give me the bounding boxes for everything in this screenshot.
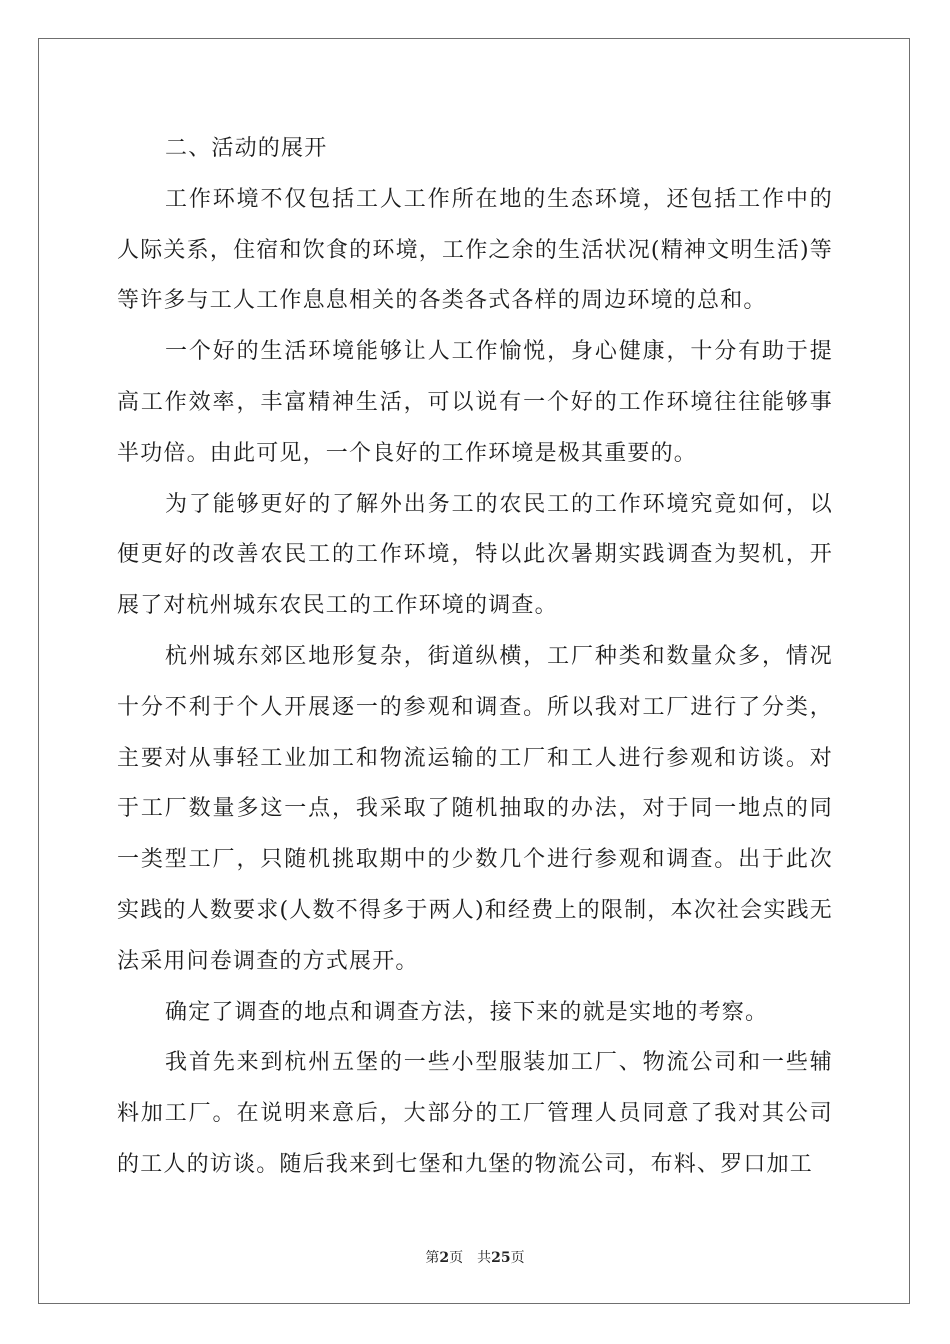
total-prefix: 共: [477, 1250, 492, 1266]
paragraph-3: 为了能够更好的了解外出务工的农民工的工作环境究竟如何，以便更好的改善农民工的工作环境，特以此次暑期实践调查为契机，开展了对杭州城东农民工的工作环境的调查。: [117, 491, 833, 619]
section-heading: 二、活动的展开: [165, 136, 328, 161]
page-prefix: 第: [425, 1250, 440, 1266]
document-body: [117, 124, 833, 1191]
paragraph-6: 我首先来到杭州五堡的一些小型服装加工厂、物流公司和一些辅料加工厂。在说明来意后，大部分的工厂管理人员同意了我对其公司的工人的访谈。随后我来到七堡和九堡的物流公司，布料、罗口加工: [117, 1050, 833, 1177]
page-total: 25: [491, 1250, 511, 1266]
paragraph-2: 一个好的生活环境能够让人工作愉悦，身心健康，十分有助于提高工作效率，丰富精神生活，可以说有一个好的工作环境往往能够事半功倍。由此可见，一个良好的工作环境是极其重要的。: [117, 339, 833, 466]
page-suffix: 页: [449, 1250, 464, 1266]
page-footer: [0, 1247, 950, 1267]
paragraph-1: 工作环境不仅包括工人工作所在地的生态环境，还包括工作中的人际关系，住宿和饮食的环境，工作之余的生活状况(精神文明生活)等等许多与工人工作息息相关的各类各式各样的周边环境的总和。: [117, 186, 833, 314]
page-current: 2: [439, 1250, 450, 1266]
paragraph-5: 确定了调查的地点和调查方法，接下来的就是实地的考察。: [165, 999, 769, 1025]
total-suffix: 页: [510, 1250, 525, 1266]
paragraph-4: 杭州城东郊区地形复杂，街道纵横，工厂种类和数量众多，情况十分不利于个人开展逐一的参观和调查。所以我对工厂进行了分类，主要对从事轻工业加工和物流运输的工厂和工人进行参观和访谈。对于工厂数量多这一点，我采取了随机抽取的办法，对于同一地点的同一类型工厂，只随机挑取期中的少数几个进行参观和调查。出于此次实践的人数要求(人数不得多于两人)和经费上的限制，本次社会实践无法采用问卷调查的方式展开。: [117, 643, 833, 974]
